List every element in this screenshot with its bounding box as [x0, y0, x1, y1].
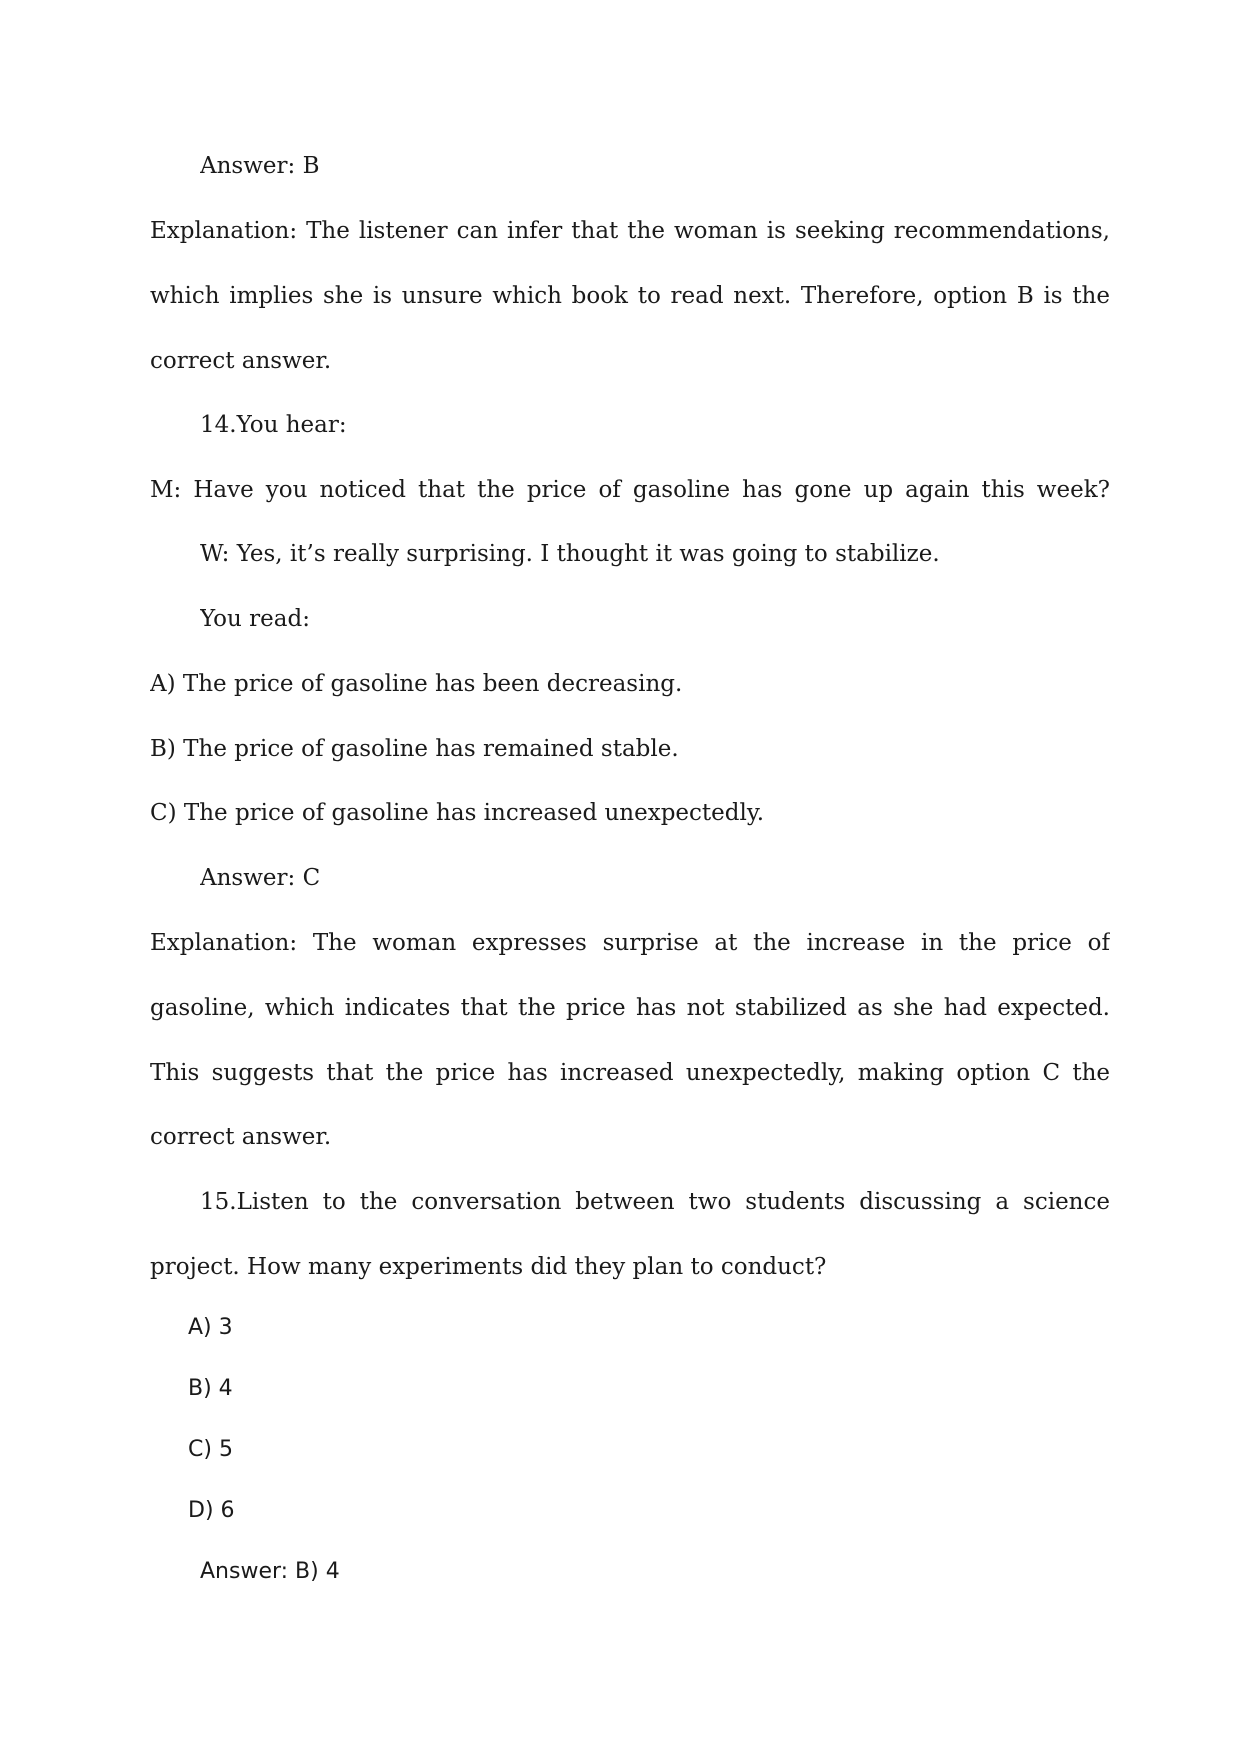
q13-answer: Answer: B [200, 153, 320, 179]
q15-option-b: B) 4 [188, 1376, 233, 1401]
q14-explanation-line-4: correct answer. [150, 1124, 332, 1150]
q14-explanation-line-1: Explanation: The woman expresses surprise at the increase in the price of [150, 930, 1110, 956]
q13-explanation-line-3: correct answer. [150, 348, 332, 374]
q13-explanation-line-1: Explanation: The listener can infer that the woman is seeking recommendations, [150, 218, 1110, 244]
q14-option-a: A) The price of gasoline has been decreasing. [150, 671, 683, 697]
q15-question-line-1: 15.Listen to the conversation between two students discussing a science [200, 1189, 1110, 1215]
q13-explanation-line-2: which implies she is unsure which book to read next. Therefore, option B is the [150, 283, 1110, 309]
q15-answer: Answer: B) 4 [200, 1559, 340, 1584]
q14-dialogue-woman: W: Yes, it’s really surprising. I thought it was going to stabilize. [200, 541, 940, 567]
q15-option-c: C) 5 [188, 1437, 233, 1462]
q14-dialogue-man: M: Have you noticed that the price of gasoline has gone up again this week? [150, 477, 1110, 503]
q14-explanation-line-3: This suggests that the price has increased unexpectedly, making option C the [150, 1060, 1110, 1086]
q14-option-c: C) The price of gasoline has increased unexpectedly. [150, 800, 765, 826]
q14-explanation-line-2: gasoline, which indicates that the price has not stabilized as she had expected. [150, 995, 1110, 1021]
q14-option-b: B) The price of gasoline has remained stable. [150, 736, 679, 762]
q14-you-read: You read: [200, 606, 310, 632]
q15-question-line-2: project. How many experiments did they plan to conduct? [150, 1254, 827, 1280]
q15-option-a: A) 3 [188, 1315, 233, 1340]
q14-heading: 14.You hear: [200, 412, 347, 438]
q15-option-d: D) 6 [188, 1498, 235, 1523]
q14-answer: Answer: C [200, 865, 321, 891]
